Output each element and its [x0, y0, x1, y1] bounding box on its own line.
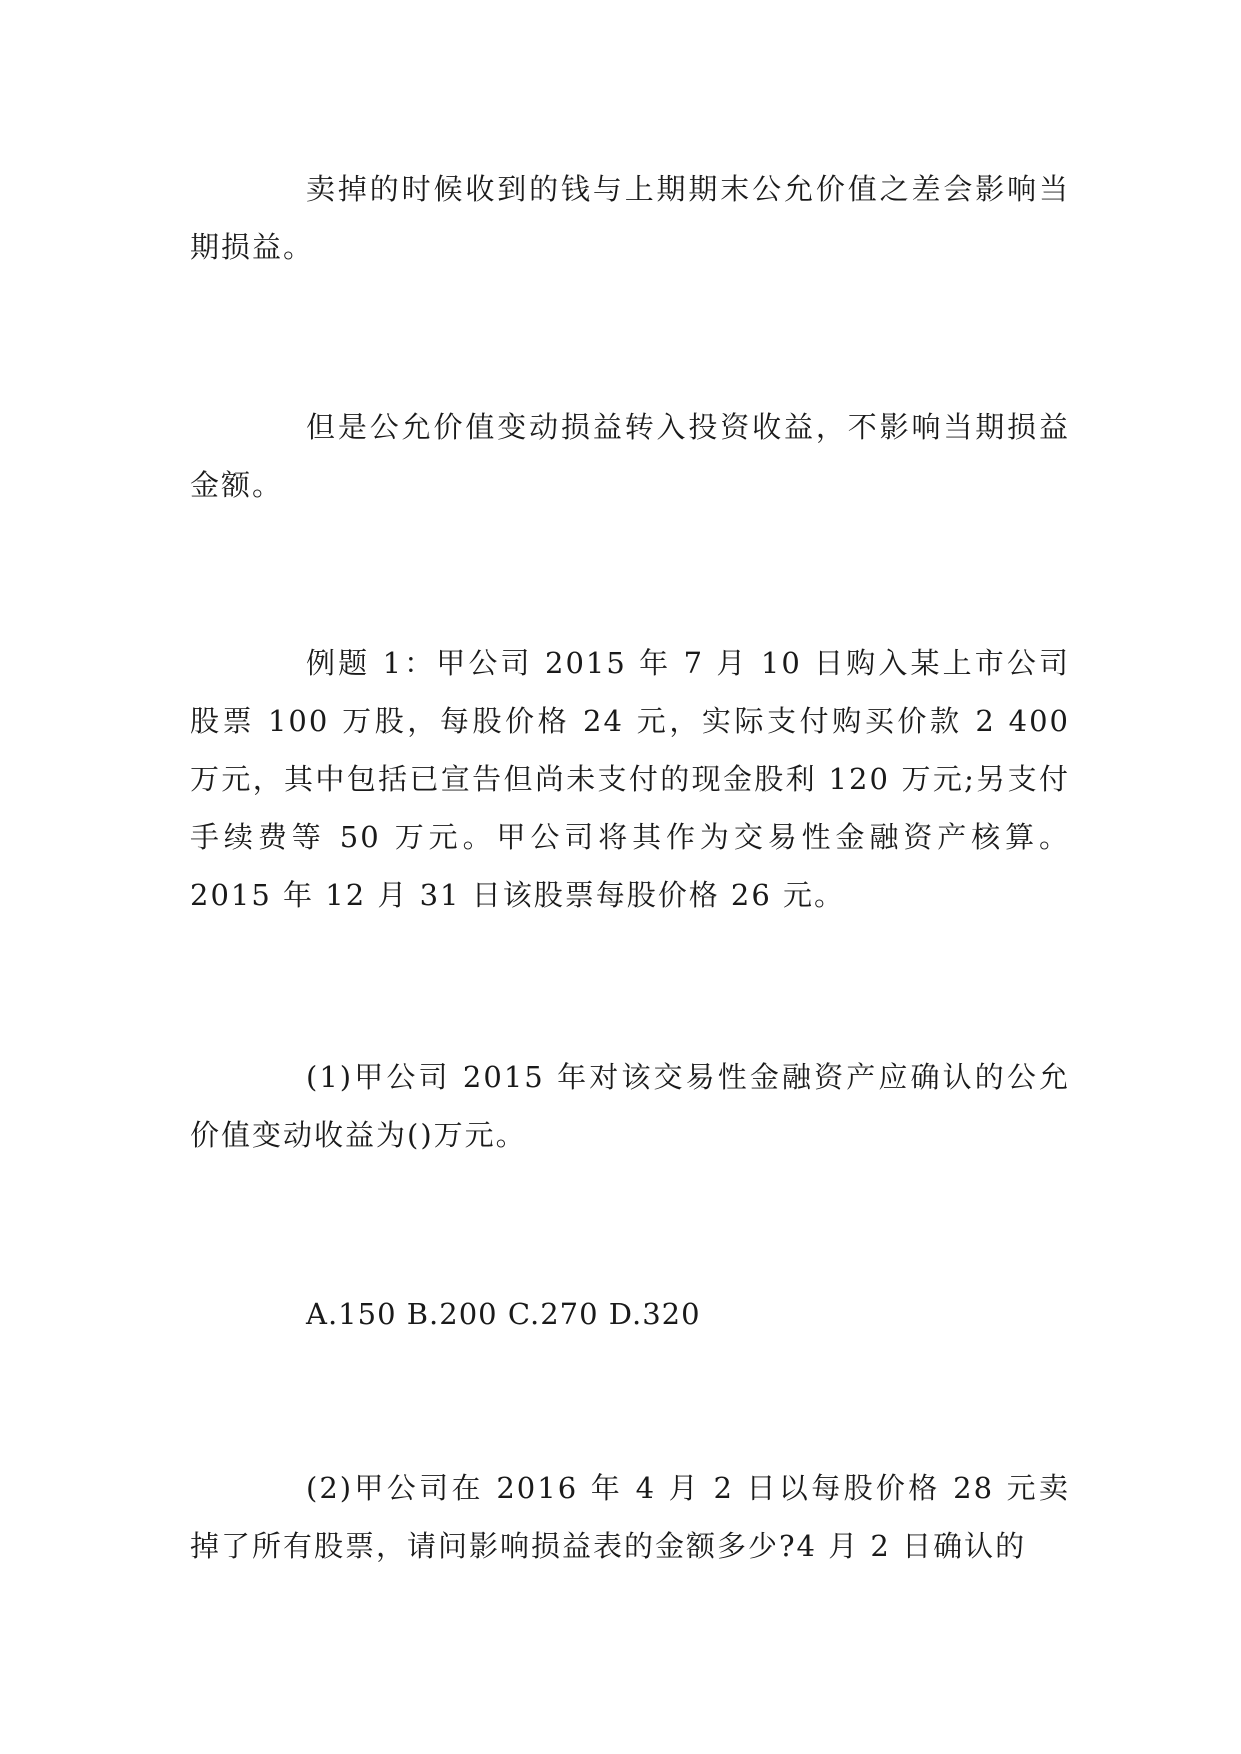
paragraph-question-1: (1)甲公司 2015 年对该交易性金融资产应确认的公允价值变动收益为()万元。 [190, 1060, 1070, 1152]
paragraph-sale-difference: 卖掉的时候收到的钱与上期期末公允价值之差会影响当期损益。 [190, 172, 1070, 264]
paragraph-fair-value-transfer: 但是公允价值变动损益转入投资收益，不影响当期损益金额。 [190, 410, 1070, 502]
paragraph-answer-options: A.150 B.200 C.270 D.320 [306, 1297, 701, 1331]
paragraph-question-2: (2)甲公司在 2016 年 4 月 2 日以每股价格 28 元卖掉了所有股票，请问影响损益表的金额多少?4 月 2 日确认的 [190, 1471, 1070, 1563]
paragraph-example-1: 例题 1：甲公司 2015 年 7 月 10 日购入某上市公司股票 100 万股，每股价格 24 元，实际支付购买价款 2 400 万元，其中包括已宣告但尚未支付的现金股利 120 万元;另支付手续费等 50 万元。甲公司将其作为交易性金融资产核算。2015 年 12 月 31 日该股票每股价格 26 元。 [190, 646, 1070, 912]
